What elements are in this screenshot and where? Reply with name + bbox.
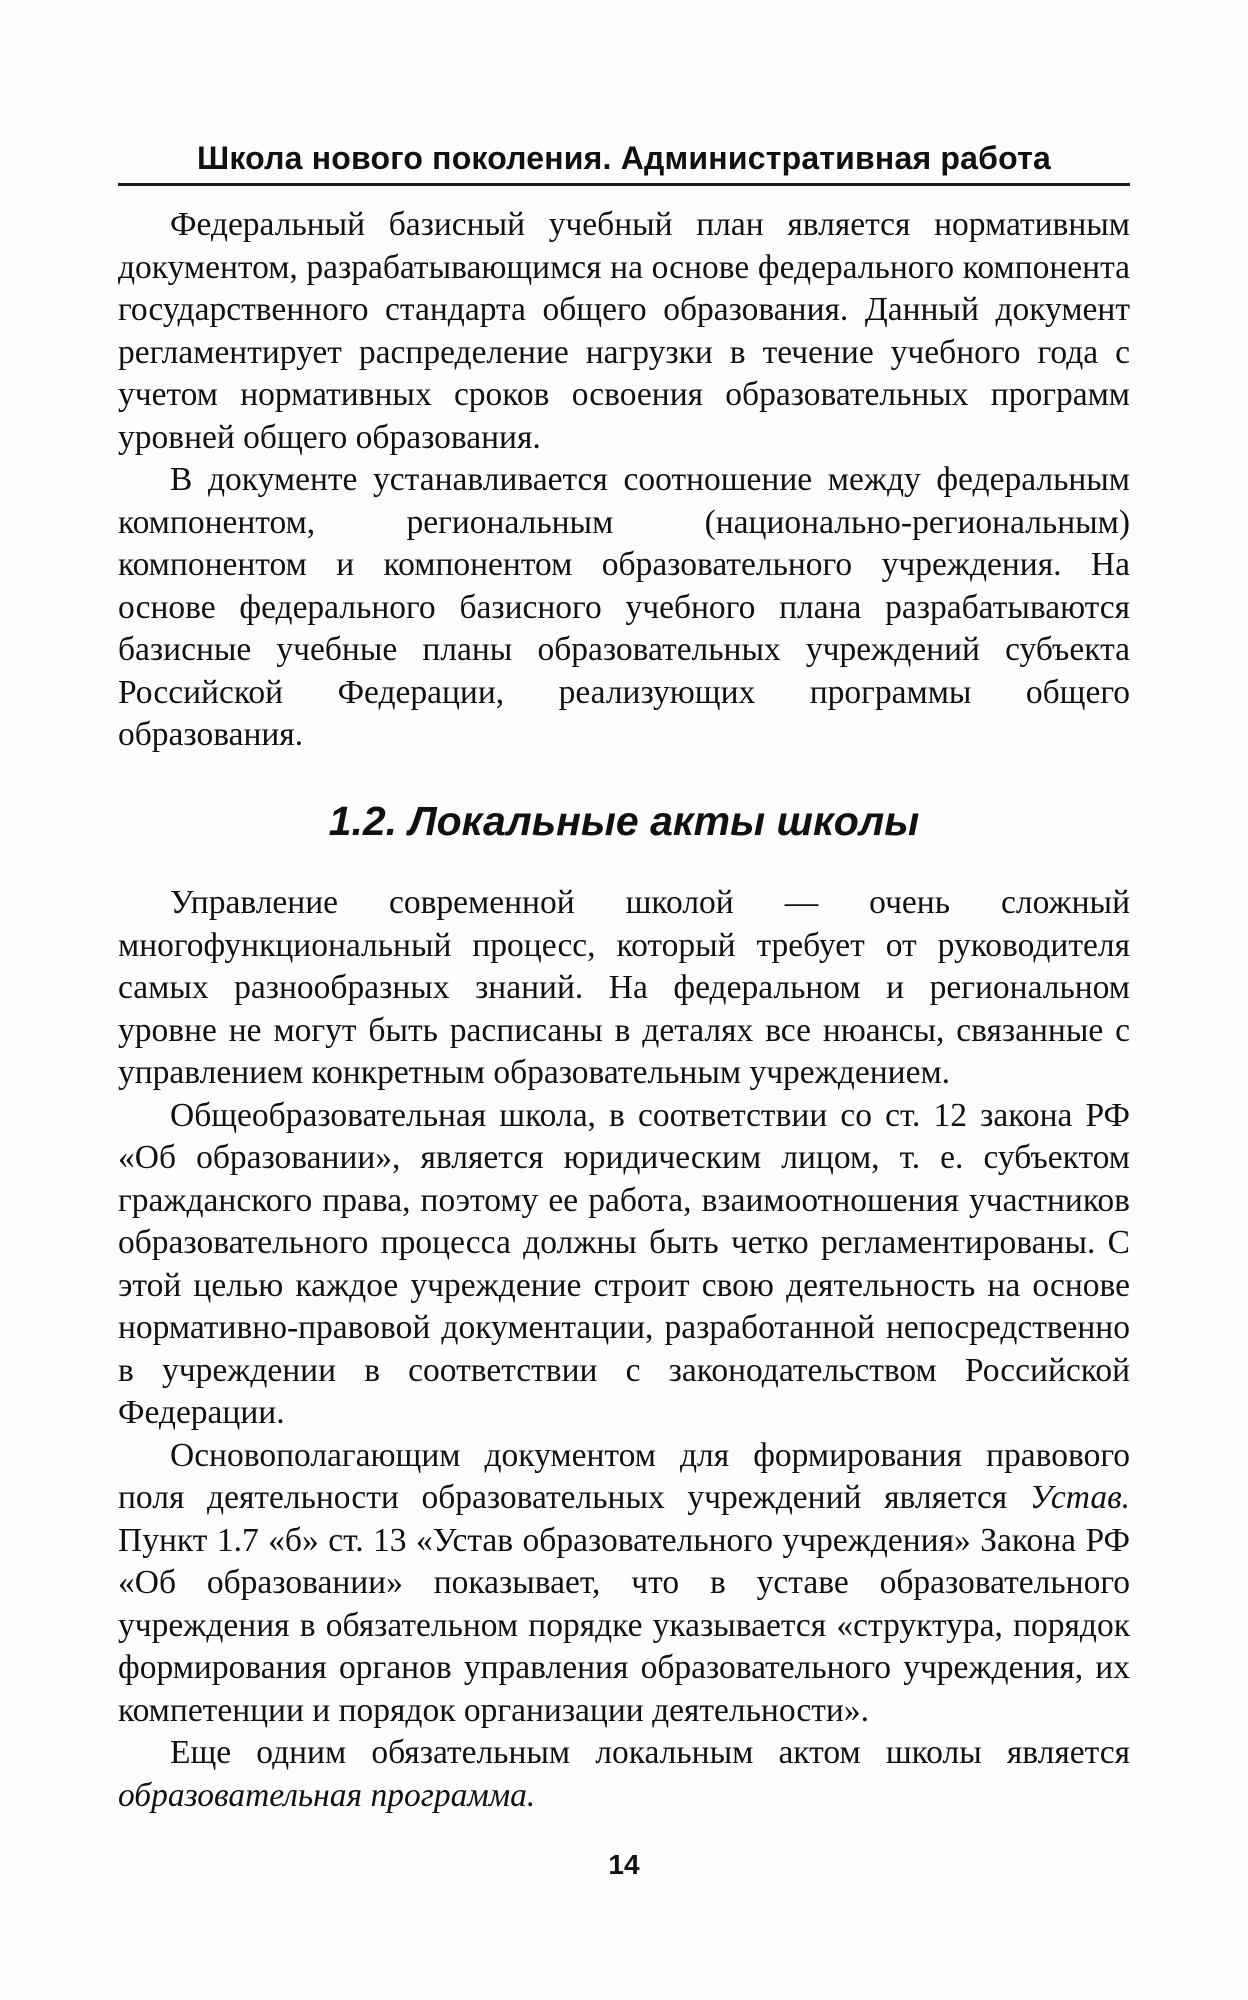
page-number: 14	[608, 1849, 640, 1880]
charter-emphasis: Устав.	[1029, 1479, 1130, 1516]
text-block-local-acts	[118, 882, 1130, 1817]
paragraph-educational-program	[118, 1732, 1130, 1817]
text-block-intro	[118, 204, 1130, 757]
paragraph-school-management: Управление современной школой — очень сложный многофункциональный процесс, который требует от руководителя самых разнообразных знаний. На федеральном и региональном уровне не могут быть расписаны в деталях все нюансы, связанные с управлением конкретным образовательным учреждением.	[118, 884, 1130, 1091]
program-text-start: Еще одним обязательным локальным актом школы является	[170, 1734, 1130, 1771]
program-emphasis: образовательная программа.	[118, 1776, 536, 1814]
charter-text-start: Основополагающим документом для формирования правового поля деятельности образовательных учреждений является	[118, 1436, 1130, 1516]
header-rule	[118, 183, 1130, 186]
charter-text-end: Пункт 1.7 «б» ст. 13 «Устав образовательного учреждения» Закона РФ «Об образовании» показывает, что в уставе образовательного учреждения в обязательном порядке указывается «структура, порядок формирования органов управления образовательного учреждения, их компетенции и порядок организации деятельности».	[118, 1521, 1130, 1729]
paragraph-charter	[118, 1435, 1130, 1733]
paragraph-components: В документе устанавливается соотношение между федеральным компонентом, региональным (национально-региональным) компонентом и компонентом образовательного учреждения. На основе федерального базисного учебного плана разрабатываются базисные учебные планы образовательных учреждений субъекта Российской Федерации, реализующих программы общего образования.	[118, 461, 1130, 753]
section-heading: 1.2. Локальные акты школы	[328, 798, 920, 844]
running-header: Школа нового поколения. Административная работа	[197, 140, 1051, 176]
paragraph-legal-entity: Общеобразовательная школа, в соответствии со ст. 12 закона РФ «Об образовании», является юридическим лицом, т. е. субъектом гражданского права, поэтому ее работа, взаимоотношения участников образовательного процесса должны быть четко регламентированы. С этой целью каждое учреждение строит свою деятельность на основе нормативно-правовой документации, разработанной непосредственно в учреждении в соответствии с законодательством Российской Федерации.	[118, 1096, 1130, 1431]
paragraph-federal-plan: Федеральный базисный учебный план является нормативным документом, разрабатывающимся на основе федерального компонента государственного стандарта общего образования. Данный документ регламентирует распределение нагрузки в течение учебного года с учетом нормативных сроков освоения образовательных программ уровней общего образования.	[118, 206, 1130, 456]
